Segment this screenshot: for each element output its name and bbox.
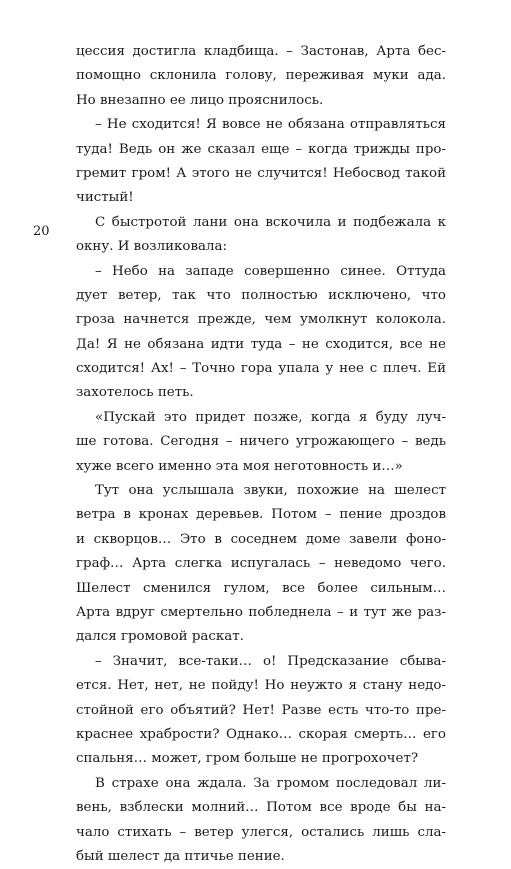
body-text [76, 40, 446, 869]
text-line: вень, взблески молний… Потом все вроде бы на- [76, 800, 446, 816]
text-line: В страхе она ждала. За громом последовал ли- [95, 775, 446, 791]
text-line: ветра в кронах деревьев. Потом – пение дроздов [76, 507, 446, 523]
text-line: спальня… может, гром больше не прогрохочет? [76, 751, 419, 767]
text-line: помощно склонила голову, переживая муки ада. [76, 68, 446, 84]
text-line: чало стихать – ветер улегся, остались лишь сла- [76, 824, 446, 840]
text-line: чистый! [76, 190, 134, 206]
text-line: Шелест сменился гулом, все более сильным… [76, 580, 446, 596]
text-line: Арта вдруг смертельно побледнела – и тут же раз- [76, 604, 446, 620]
text-line: дался громовой раскат. [76, 629, 244, 645]
paragraph [76, 40, 446, 113]
text-line: сходится! Ах! – Точно гора упала у нее с плеч. Ей [76, 361, 446, 377]
text-line: окну. И возликовала: [76, 239, 227, 255]
text-line: дует ветер, так что полностью исключено, что [76, 287, 446, 303]
text-line: хуже всего именно эта моя неготовность и…» [76, 458, 403, 474]
text-line: захотелось петь. [76, 385, 194, 401]
text-line: – Значит, все-таки… о! Предсказание сбыва- [95, 653, 446, 669]
text-line: ется. Нет, нет, не пойду! Но неужто я стану недо- [76, 678, 446, 694]
text-line: и скворцов… Это в соседнем доме завели фоно- [76, 531, 446, 547]
text-line: С быстротой лани она вскочила и подбежала к [95, 214, 446, 230]
text-line: бый шелест да птичье пение. [76, 848, 285, 864]
paragraph [76, 260, 446, 406]
text-line: ше готова. Сегодня – ничего угрожающего – ведь [76, 434, 446, 450]
paragraph [76, 211, 446, 260]
text-line: стойной его объятий? Нет! Разве есть что-то пре- [76, 702, 446, 718]
text-line: гремит гром! А этого не случится! Небосвод такой [76, 165, 446, 181]
text-line: «Пускай это придет позже, когда я буду луч- [95, 409, 446, 425]
text-line: Но внезапно ее лицо прояснилось. [76, 92, 324, 108]
text-line: цессия достигла кладбища. – Застонав, Арта бес- [76, 44, 446, 59]
text-line: – Небо на западе совершенно синее. Оттуда [95, 263, 446, 279]
text-line: Тут она услышала звуки, похожие на шелест [95, 483, 446, 499]
text-line: Да! Я не обязана идти туда – не сходится, все не [76, 336, 446, 352]
text-line: граф… Арта слегка испугалась – неведомо чего. [76, 556, 446, 572]
paragraph [76, 650, 446, 772]
text-line: гроза начнется прежде, чем умолкнут колокола. [76, 312, 446, 328]
paragraph [76, 772, 446, 869]
text-line: – Не сходится! Я вовсе не обязана отправляться [95, 117, 446, 133]
text-line: туда! Ведь он же сказал еще – когда трижды про- [76, 141, 446, 157]
paragraph [76, 479, 446, 650]
page-number: 20 [33, 224, 50, 239]
text-line: краснее храбрости? Однако… скорая смерть… его [76, 726, 446, 742]
paragraph [76, 113, 446, 211]
paragraph [76, 406, 446, 479]
